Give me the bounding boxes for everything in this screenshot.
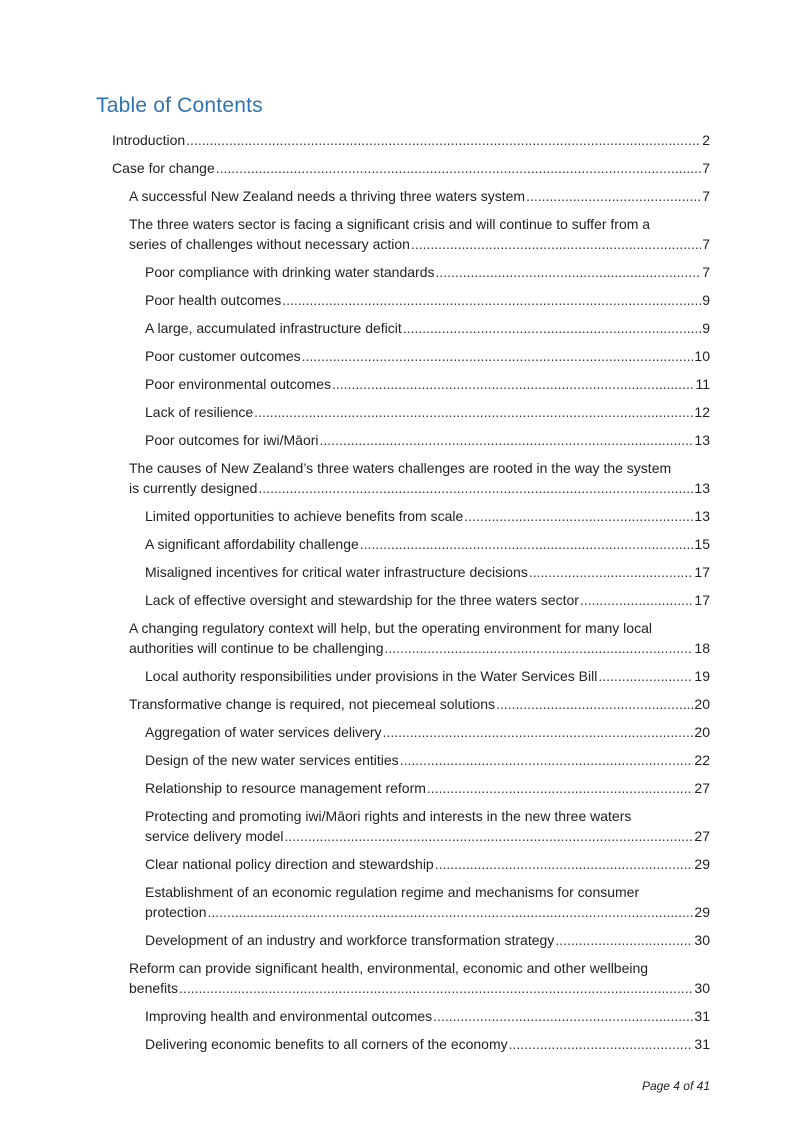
toc-page-number: 17 <box>694 592 710 608</box>
toc-page-number: 7 <box>702 236 710 252</box>
toc-entry-text: Local authority responsibilities under provisions in the Water Services Bill <box>145 668 598 684</box>
toc-page-number: 2 <box>702 132 710 148</box>
toc-entry-text-line2: benefits <box>129 980 179 996</box>
toc-entry-text: Aggregation of water services delivery <box>145 724 382 740</box>
toc-page-number: 20 <box>694 724 710 740</box>
toc-page-number: 19 <box>694 668 710 684</box>
dot-leader <box>427 778 694 798</box>
dot-leader <box>464 506 693 526</box>
dot-leader <box>433 1006 693 1026</box>
dot-leader <box>285 826 694 846</box>
toc-page-number: 13 <box>694 508 710 524</box>
toc-entry-case-for-change[interactable] <box>112 158 710 178</box>
table-of-contents <box>0 130 806 1062</box>
toc-entry-infrastructure-deficit[interactable] <box>145 318 710 338</box>
toc-entry-text: Improving health and environmental outcomes <box>145 1008 433 1024</box>
toc-page-number: 9 <box>702 292 710 308</box>
toc-entry-text: A large, accumulated infrastructure deficit <box>145 320 402 336</box>
dot-leader <box>360 534 694 554</box>
toc-entry-text: Poor compliance with drinking water standards <box>145 264 435 280</box>
toc-entry-aggregation[interactable] <box>145 722 710 742</box>
dot-leader <box>302 346 694 366</box>
toc-entry-text: Lack of resilience <box>145 404 254 420</box>
toc-page-number: 13 <box>694 432 710 448</box>
toc-entry-transformative-change[interactable] <box>129 694 710 714</box>
toc-entry-text-line2: authorities will continue to be challenging <box>129 640 384 656</box>
toc-entry-causes-of-challenges[interactable] <box>129 458 710 498</box>
toc-entry-text-line2: series of challenges without necessary action <box>129 236 410 252</box>
toc-entry-text-line1: The causes of New Zealand’s three waters challenges are rooted in the way the system <box>129 460 672 476</box>
toc-entry-text-line2: service delivery model <box>145 828 284 844</box>
toc-entry-iwi-maori-outcomes[interactable] <box>145 430 710 450</box>
toc-entry-oversight-stewardship[interactable] <box>145 590 710 610</box>
toc-entry-environmental-outcomes[interactable] <box>145 374 710 394</box>
toc-page-number: 22 <box>694 752 710 768</box>
dot-leader <box>411 234 701 254</box>
page-footer: Page 4 of 41 <box>641 1079 710 1093</box>
toc-page-number: 10 <box>694 348 710 364</box>
toc-entry-text: Development of an industry and workforce transformation strategy <box>145 932 555 948</box>
dot-leader <box>254 402 693 422</box>
toc-page-number: 9 <box>702 320 710 336</box>
toc-page-number: 29 <box>694 856 710 872</box>
toc-entry-policy-direction[interactable] <box>145 854 710 874</box>
toc-page-number: 7 <box>702 160 710 176</box>
toc-entry-text-line1: Establishment of an economic regulation regime and mechanisms for consumer <box>145 884 640 900</box>
toc-entry-text-line1: The three waters sector is facing a significant crisis and will continue to suffer from a <box>129 216 651 232</box>
toc-page-number: 27 <box>694 780 710 796</box>
dot-leader <box>555 930 693 950</box>
toc-entry-text-line1: Reform can provide significant health, environmental, economic and other wellbeing <box>129 960 649 976</box>
toc-page-number: 15 <box>694 536 710 552</box>
dot-leader <box>580 590 693 610</box>
toc-entry-text: A significant affordability challenge <box>145 536 359 552</box>
dot-leader <box>186 130 701 150</box>
toc-page-number: 12 <box>694 404 710 420</box>
dot-leader <box>258 478 693 498</box>
toc-entry-regulatory-context[interactable] <box>129 618 710 658</box>
toc-entry-affordability-challenge[interactable] <box>145 534 710 554</box>
toc-entry-poor-compliance[interactable] <box>145 262 710 282</box>
toc-entry-text: Design of the new water services entities <box>145 752 399 768</box>
toc-page-number: 7 <box>702 188 710 204</box>
toc-entry-text: Delivering economic benefits to all corners of the economy <box>145 1036 508 1052</box>
toc-entry-significant-crisis[interactable] <box>129 214 710 254</box>
toc-entry-water-services-bill[interactable] <box>145 666 710 686</box>
toc-entry-poor-health[interactable] <box>145 290 710 310</box>
toc-entry-text: Case for change <box>112 160 215 176</box>
toc-heading: Table of Contents <box>96 94 263 117</box>
toc-entry-text: Relationship to resource management reform <box>145 780 426 796</box>
dot-leader <box>179 978 693 998</box>
toc-entry-text-line1: A changing regulatory context will help, but the operating environment for many local <box>129 620 652 636</box>
dot-leader <box>529 562 694 582</box>
toc-entry-economic-regulation[interactable] <box>145 882 710 922</box>
toc-page-number: 27 <box>694 828 710 844</box>
toc-entry-entity-design[interactable] <box>145 750 710 770</box>
toc-page-number: 11 <box>695 376 710 392</box>
dot-leader <box>403 318 701 338</box>
toc-page-number: 17 <box>694 564 710 580</box>
toc-entry-text: Poor environmental outcomes <box>145 376 331 392</box>
toc-entry-text: Introduction <box>112 132 186 148</box>
dot-leader <box>332 374 694 394</box>
toc-entry-iwi-maori-rights[interactable] <box>145 806 710 846</box>
toc-entry-lack-of-resilience[interactable] <box>145 402 710 422</box>
toc-entry-text: Limited opportunities to achieve benefits from scale <box>145 508 464 524</box>
toc-entry-text-line2: protection <box>145 904 207 920</box>
toc-entry-economic-benefits[interactable] <box>145 1034 710 1054</box>
toc-entry-text: Lack of effective oversight and stewardship for the three waters sector <box>145 592 579 608</box>
toc-entry-text: Poor customer outcomes <box>145 348 301 364</box>
dot-leader <box>400 750 694 770</box>
dot-leader <box>526 186 701 206</box>
dot-leader <box>435 854 694 874</box>
toc-entry-improving-outcomes[interactable] <box>145 1006 710 1026</box>
toc-page-number: 31 <box>694 1008 710 1024</box>
toc-page-number: 30 <box>694 932 710 948</box>
toc-page-number: 30 <box>694 980 710 996</box>
toc-entry-text: Transformative change is required, not piecemeal solutions <box>129 696 496 712</box>
toc-entry-text: Poor health outcomes <box>145 292 282 308</box>
dot-leader <box>598 666 693 686</box>
toc-entry-thriving-system[interactable] <box>129 186 710 206</box>
toc-entry-reform-benefits[interactable] <box>129 958 710 998</box>
dot-leader <box>496 694 693 714</box>
dot-leader <box>207 902 693 922</box>
toc-entry-introduction[interactable] <box>112 130 710 150</box>
toc-entry-text-line2: is currently designed <box>129 480 258 496</box>
toc-entry-customer-outcomes[interactable] <box>145 346 710 366</box>
dot-leader <box>216 158 701 178</box>
toc-entry-text: Poor outcomes for iwi/Māori <box>145 432 319 448</box>
toc-page-number: 31 <box>694 1036 710 1052</box>
toc-page-number: 20 <box>694 696 710 712</box>
dot-leader <box>320 430 694 450</box>
toc-entry-benefits-from-scale[interactable] <box>145 506 710 526</box>
toc-page-number: 29 <box>694 904 710 920</box>
toc-entry-misaligned-incentives[interactable] <box>145 562 710 582</box>
dot-leader <box>435 262 701 282</box>
toc-entry-text: A successful New Zealand needs a thriving three waters system <box>129 188 526 204</box>
dot-leader <box>282 290 701 310</box>
dot-leader <box>509 1034 694 1054</box>
toc-entry-text: Misaligned incentives for critical water infrastructure decisions <box>145 564 528 580</box>
toc-entry-resource-management-reform[interactable] <box>145 778 710 798</box>
toc-page-number: 13 <box>694 480 710 496</box>
toc-page-number: 18 <box>694 640 710 656</box>
toc-entry-text: Clear national policy direction and stewardship <box>145 856 434 872</box>
toc-page-number: 7 <box>702 264 710 280</box>
dot-leader <box>383 722 694 742</box>
toc-entry-workforce-strategy[interactable] <box>145 930 710 950</box>
toc-entry-text-line1: Protecting and promoting iwi/Māori rights and interests in the new three waters <box>145 808 632 824</box>
dot-leader <box>385 638 694 658</box>
